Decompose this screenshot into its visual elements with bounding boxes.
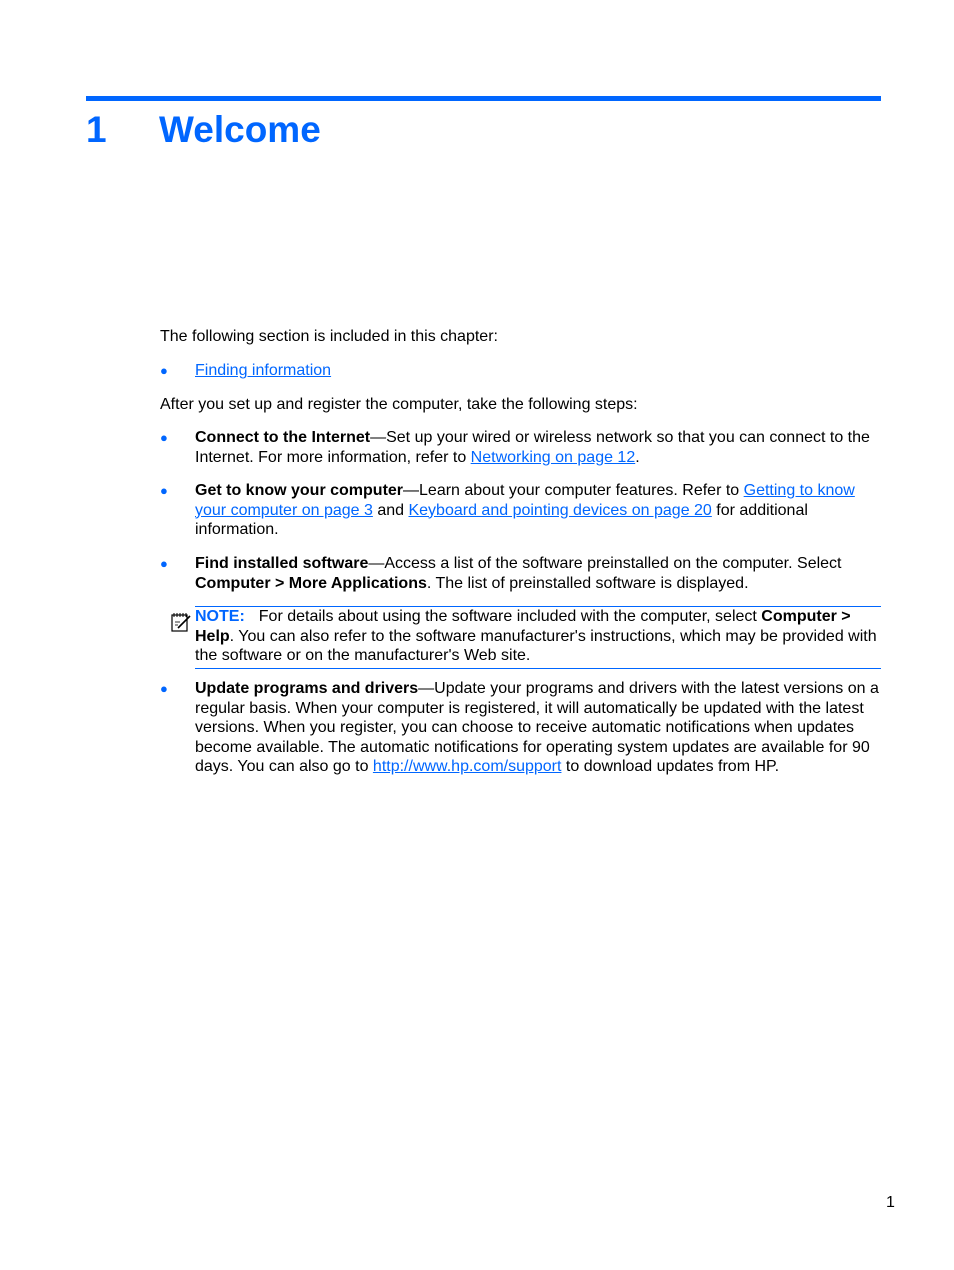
chapter-number: 1 (86, 109, 107, 150)
note-menu-path: Computer > Help (195, 608, 851, 645)
networking-link[interactable]: Networking on page 12 (470, 448, 636, 466)
steps-intro-text: After you set up and register the computer, take the following steps: (160, 396, 638, 413)
step-text: —Access a list of the software preinstalled on the computer. Select (368, 555, 842, 572)
step-text: . (635, 448, 640, 466)
bullet-dot-icon: ● (160, 556, 168, 571)
step-text: . The list of preinstalled software is displayed. (426, 574, 749, 592)
bullet-dot-icon: ● (160, 483, 168, 498)
step-text: for additional information. (195, 501, 808, 538)
step-item-connect (160, 428, 882, 467)
note-pad-icon (170, 611, 192, 633)
step-item-get-to-know (160, 481, 882, 540)
note-text: . You can also refer to the software manufacturer's instructions, which may be provided with the software or on the manufacturer's Web site. (195, 627, 877, 664)
hp-support-link[interactable]: http://www.hp.com/support (372, 758, 562, 775)
step-item-update (160, 679, 882, 777)
menu-path: Computer > More Applications (195, 574, 427, 592)
bullet-dot-icon: ● (160, 430, 168, 445)
step-item-find-software (160, 554, 882, 593)
keyboard-pointing-link[interactable]: Keyboard and pointing devices on page 20 (408, 501, 712, 519)
step-text: to download updates from HP. (561, 758, 780, 775)
chapter-rule (86, 96, 881, 101)
section-list-item (160, 361, 882, 381)
step-title: Find installed software (195, 555, 369, 572)
note-label: NOTE: (195, 608, 245, 625)
step-text: —Set up your wired or wireless network so that you can connect to the Internet. For more information, refer to (195, 429, 870, 466)
finding-information-link[interactable]: Finding information (195, 362, 332, 379)
step-title: Connect to the Internet (195, 429, 371, 446)
note-box (195, 606, 881, 669)
getting-to-know-link[interactable]: Getting to know your computer on page 3 (195, 482, 855, 519)
step-text: —Update your programs and drivers with the latest versions on a regular basis. When your computer is registered, it will automatically be updated with the latest versions. When you register, you can choose to receive automatic notifications when updates become available. The automatic notifications for operating system updates are available for 90 days. You can also go to (195, 680, 879, 775)
chapter-title: Welcome (159, 109, 321, 150)
step-text: —Learn about your computer features. Refer to (403, 482, 744, 499)
step-title: Update programs and drivers (195, 680, 419, 697)
step-title: Get to know your computer (195, 482, 404, 499)
bullet-dot-icon: ● (160, 681, 168, 696)
note-text: For details about using the software included with the computer, select (258, 608, 762, 625)
intro-text: The following section is included in this chapter: (160, 328, 498, 345)
bullet-dot-icon: ● (160, 363, 168, 378)
page-number: 1 (886, 1194, 895, 1211)
step-text: and (372, 501, 409, 519)
